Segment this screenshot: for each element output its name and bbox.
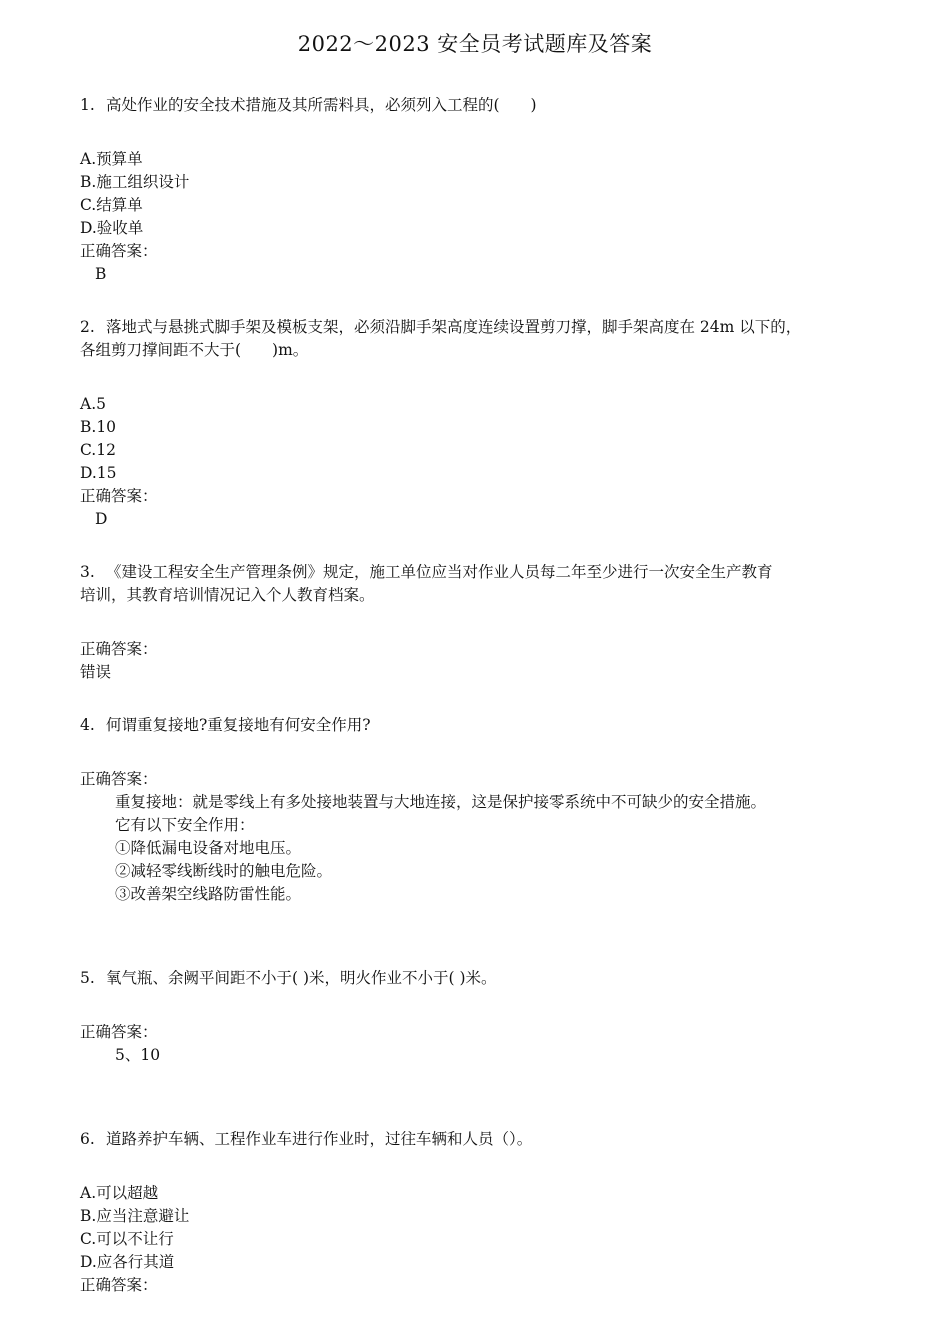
question-3-stem: [80, 561, 773, 583]
question-6-option-d: D.应各行其道: [80, 1253, 175, 1271]
question-number: 5.: [80, 969, 95, 987]
question-6-option-c: C.可以不让行: [80, 1230, 174, 1248]
question-1-option-d: D.验收单: [80, 219, 144, 237]
question-4-answer-label: 正确答案：: [80, 770, 158, 788]
question-6-option-a: A.可以超越: [80, 1184, 159, 1202]
question-1-option-b: B.施工组织设计: [80, 173, 190, 191]
question-4-answer-line-4: ②减轻零线断线时的触电危险。: [115, 862, 333, 880]
question-1-answer-label: 正确答案：: [80, 242, 158, 260]
question-4-answer-line-3: ①降低漏电设备对地电压。: [115, 839, 302, 857]
question-5-answer: 5、10: [115, 1046, 161, 1064]
question-2-answer: D: [95, 510, 108, 528]
question-3-answer-label: 正确答案：: [80, 640, 158, 658]
question-6-stem: [80, 1128, 532, 1150]
question-text: 道路养护车辆、工程作业车进行作业时，过往车辆和人员（）。: [106, 1130, 533, 1148]
question-2-option-b: B.10: [80, 418, 117, 436]
question-1-option-a: A.预算单: [80, 150, 143, 168]
question-6-answer-label: 正确答案：: [80, 1276, 158, 1294]
question-4-answer-line-2: 它有以下安全作用：: [115, 816, 255, 834]
question-4-answer-line-1: 重复接地：就是零线上有多处接地装置与大地连接，这是保护接零系统中不可缺少的安全措施。: [115, 793, 767, 811]
question-number: 2.: [80, 318, 95, 336]
question-number: 3.: [80, 563, 95, 581]
question-text: 何谓重复接地?重复接地有何安全作用?: [106, 716, 371, 734]
question-number: 4.: [80, 716, 95, 734]
question-3-answer: 错误: [80, 663, 112, 681]
question-1-answer: B: [95, 265, 107, 283]
question-5-stem: [80, 967, 497, 989]
question-text: 氧气瓶、余阙平间距不小于( )米，明火作业不小于( )米。: [106, 969, 497, 987]
question-1-option-c: C.结算单: [80, 196, 143, 214]
question-1-stem: [80, 94, 537, 116]
question-number: 6.: [80, 1130, 95, 1148]
question-6-option-b: B.应当注意避让: [80, 1207, 190, 1225]
question-number: 1.: [80, 96, 95, 114]
question-text: 高处作业的安全技术措施及其所需料具，必须列入工程的( ): [106, 96, 537, 114]
question-4-stem: [80, 714, 371, 736]
document-title: 2022～2023 安全员考试题库及答案: [297, 32, 653, 56]
question-2-option-d: D.15: [80, 464, 117, 482]
question-2-option-a: A.5: [80, 395, 106, 413]
question-3-stem-line-2: 培训，其教育培训情况记入个人教育档案。: [80, 586, 375, 604]
question-4-answer-line-5: ③改善架空线路防雷性能。: [115, 885, 302, 903]
question-2-stem: [80, 316, 801, 338]
question-5-answer-label: 正确答案：: [80, 1023, 158, 1041]
question-2-option-c: C.12: [80, 441, 116, 459]
question-text: 《建设工程安全生产管理条例》规定，施工单位应当对作业人员每二年至少进行一次安全生产教育: [106, 563, 773, 581]
question-2-answer-label: 正确答案：: [80, 487, 158, 505]
question-text: 落地式与悬挑式脚手架及模板支架，必须沿脚手架高度连续设置剪刀撑，脚手架高度在 24m 以下的，: [106, 318, 802, 336]
question-2-stem-line-2: 各组剪刀撑间距不大于( )m。: [80, 341, 309, 359]
